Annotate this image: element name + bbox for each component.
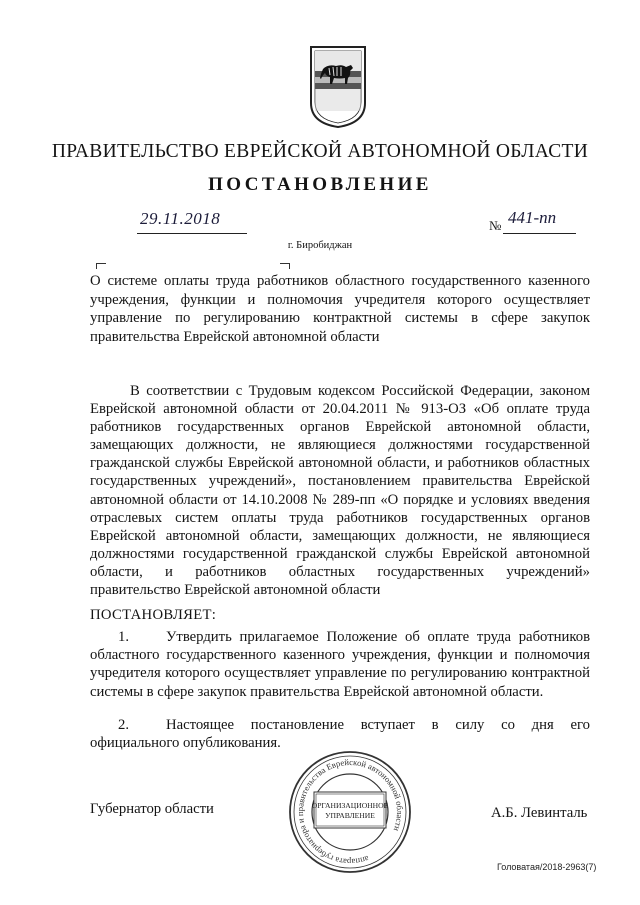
resolution-item [90,628,590,701]
official-stamp [286,748,414,876]
document-number: 441-пп [508,208,557,227]
stamp-center-line1: ОРГАНИЗАЦИОННОЕ [311,801,389,810]
item-text: Утвердить прилагаемое Положение об оплате труда работников областного государственного казенного учреждения, функции и полномочия учредителя которого осуществляет управление по регулированию контрактной системы в сфере закупок правительства Еврейской автономной области. [90,629,590,700]
stamp-center-line2: УПРАВЛЕНИЕ [325,811,375,820]
coat-of-arms-emblem [303,43,373,129]
subject-corner-left [96,263,106,269]
item-number: 2. [118,717,130,733]
resolves-heading: ПОСТАНОВЛЯЕТ: [90,607,217,623]
item-text: Настоящее постановление вступает в силу со дня его официального опубликования. [90,717,590,752]
number-label: № [489,218,502,233]
document-date: 29.11.2018 [140,209,221,228]
document-subject: О системе оплаты труда работников областного государственного казенного учреждения, функции и полномочия учредителя которого осуществляет управление по регулированию контрактной системы в сфере закупок правительства Еврейской автономной области [90,273,590,345]
item-number: 1. [118,629,130,645]
preamble-paragraph: В соответствии с Трудовым кодексом Российской Федерации, законом Еврейской автономной области от 20.04.2011 № 913-ОЗ «Об оплате труда работников государственных органов Еврейской автономной области, замещающих должности, не являющиеся должностями государственной гражданской службы Еврейской автономной области, и работников областных государственных учреждений», постановлением правительства Еврейской автономной области от 14.10.2008 № 289-пп «О порядке и условиях введения отраслевых систем оплаты труда работников государственных органов Еврейской автономной области, замещающих должности, не являющиеся должностями государственной гражданской службы Еврейской автономной области, и работников областных государственных учреждений» правительство Еврейской автономной области [90,383,590,599]
subject-corner-right [280,263,290,269]
city-name: г. Биробиджан [287,240,353,251]
document-type-title: ПОСТАНОВЛЕНИЕ [208,174,432,195]
government-title: ПРАВИТЕЛЬСТВО ЕВРЕЙСКОЙ АВТОНОМНОЙ ОБЛАСТИ [51,141,589,162]
stamp-ring-text: аппарата губернатора и правительства Еврейской автономной области [294,756,406,868]
signatory-name: А.Б. Левинталь [491,805,588,821]
signatory-role: Губернатор области [90,801,214,817]
resolution-item [90,716,590,752]
footer-registration-code: Головатая/2018-2963(7) [497,862,597,872]
